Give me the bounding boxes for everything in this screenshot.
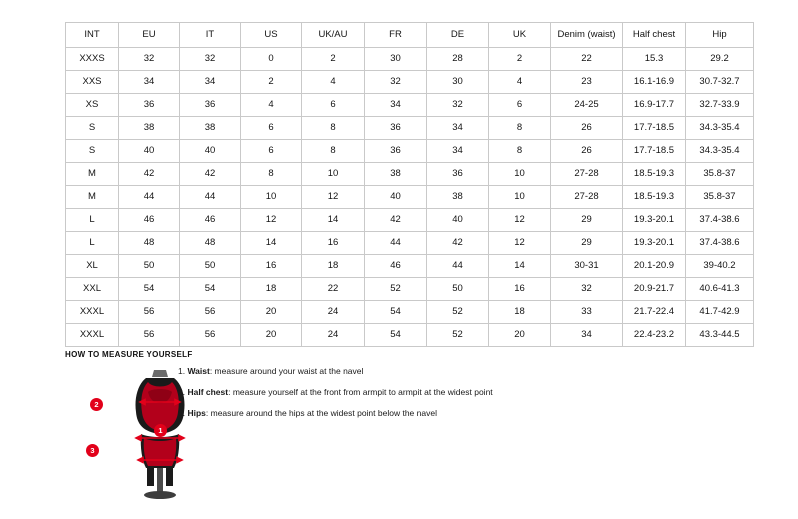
cell-hip: 32.7-33.9 [686, 94, 754, 117]
cell-int: XL [66, 255, 119, 278]
cell-uk-au: 14 [302, 209, 365, 232]
cell-us: 12 [241, 209, 302, 232]
cell-half-chest: 15.3 [623, 48, 686, 71]
cell-uk-au: 24 [302, 324, 365, 347]
step-term: Waist [187, 366, 210, 376]
cell-eu: 34 [119, 71, 180, 94]
table-row [66, 232, 754, 255]
cell-eu: 32 [119, 48, 180, 71]
cell-half-chest: 16.1-16.9 [623, 71, 686, 94]
cell-eu: 46 [119, 209, 180, 232]
cell-de: 32 [427, 94, 489, 117]
column-header-fr: FR [365, 23, 427, 48]
cell-us: 18 [241, 278, 302, 301]
cell-us: 2 [241, 71, 302, 94]
cell-uk-au: 8 [302, 117, 365, 140]
cell-uk-au: 24 [302, 301, 365, 324]
cell-it: 42 [180, 163, 241, 186]
cell-int: M [66, 163, 119, 186]
cell-hip: 37.4-38.6 [686, 209, 754, 232]
cell-hip: 40.6-41.3 [686, 278, 754, 301]
table-header-row [66, 23, 754, 48]
cell-denim-waist: 32 [551, 278, 623, 301]
cell-eu: 50 [119, 255, 180, 278]
cell-fr: 38 [365, 163, 427, 186]
cell-it: 48 [180, 232, 241, 255]
cell-int: XXL [66, 278, 119, 301]
cell-de: 44 [427, 255, 489, 278]
cell-fr: 44 [365, 232, 427, 255]
cell-hip: 39-40.2 [686, 255, 754, 278]
cell-hip: 35.8-37 [686, 163, 754, 186]
cell-uk-au: 12 [302, 186, 365, 209]
step-number: 1. [178, 366, 186, 376]
cell-fr: 52 [365, 278, 427, 301]
step-text: : measure yourself at the front from armpit to armpit at the widest point [228, 387, 493, 398]
cell-eu: 42 [119, 163, 180, 186]
cell-de: 28 [427, 48, 489, 71]
cell-hip: 43.3-44.5 [686, 324, 754, 347]
cell-denim-waist: 29 [551, 232, 623, 255]
cell-uk: 12 [489, 209, 551, 232]
cell-uk-au: 8 [302, 140, 365, 163]
cell-uk-au: 22 [302, 278, 365, 301]
cell-hip: 41.7-42.9 [686, 301, 754, 324]
cell-uk: 10 [489, 163, 551, 186]
measure-step-half-chest [178, 387, 598, 398]
cell-half-chest: 16.9-17.7 [623, 94, 686, 117]
cell-uk: 20 [489, 324, 551, 347]
cell-half-chest: 22.4-23.2 [623, 324, 686, 347]
cell-int: XS [66, 94, 119, 117]
cell-hip: 35.8-37 [686, 186, 754, 209]
measure-step-hips [178, 408, 598, 419]
cell-uk: 2 [489, 48, 551, 71]
table-row [66, 301, 754, 324]
cell-it: 38 [180, 117, 241, 140]
cell-half-chest: 17.7-18.5 [623, 140, 686, 163]
cell-half-chest: 20.9-21.7 [623, 278, 686, 301]
step-text: : measure around your waist at the navel [209, 366, 364, 376]
step-term: Hips [187, 408, 206, 419]
table-row [66, 278, 754, 301]
cell-de: 30 [427, 71, 489, 94]
cell-us: 4 [241, 94, 302, 117]
cell-denim-waist: 26 [551, 117, 623, 140]
cell-fr: 40 [365, 186, 427, 209]
cell-half-chest: 19.3-20.1 [623, 209, 686, 232]
cell-uk-au: 6 [302, 94, 365, 117]
column-header-int: INT [66, 23, 119, 48]
cell-uk: 14 [489, 255, 551, 278]
cell-uk: 4 [489, 71, 551, 94]
cell-fr: 46 [365, 255, 427, 278]
cell-hip: 37.4-38.6 [686, 232, 754, 255]
how-to-measure-title: HOW TO MEASURE YOURSELF [65, 350, 193, 359]
table-row [66, 140, 754, 163]
cell-de: 34 [427, 140, 489, 163]
cell-eu: 48 [119, 232, 180, 255]
size-chart-table [65, 22, 754, 347]
column-header-eu: EU [119, 23, 180, 48]
cell-de: 34 [427, 117, 489, 140]
column-header-half-chest: Half chest [623, 23, 686, 48]
cell-eu: 44 [119, 186, 180, 209]
cell-uk: 8 [489, 140, 551, 163]
cell-it: 36 [180, 94, 241, 117]
cell-it: 40 [180, 140, 241, 163]
cell-it: 54 [180, 278, 241, 301]
step-text: : measure around the hips at the widest point below the navel [205, 408, 437, 419]
cell-half-chest: 20.1-20.9 [623, 255, 686, 278]
column-header-denim-waist: Denim (waist) [551, 23, 623, 48]
cell-int: L [66, 209, 119, 232]
step-term: Half chest [187, 387, 229, 398]
cell-hip: 34.3-35.4 [686, 140, 754, 163]
cell-uk-au: 2 [302, 48, 365, 71]
badge-hips: 3 [86, 444, 99, 457]
cell-uk-au: 10 [302, 163, 365, 186]
cell-eu: 56 [119, 324, 180, 347]
cell-denim-waist: 29 [551, 209, 623, 232]
cell-denim-waist: 22 [551, 48, 623, 71]
cell-uk: 10 [489, 186, 551, 209]
cell-us: 8 [241, 163, 302, 186]
cell-half-chest: 17.7-18.5 [623, 117, 686, 140]
cell-de: 42 [427, 232, 489, 255]
cell-de: 40 [427, 209, 489, 232]
cell-us: 20 [241, 324, 302, 347]
cell-uk: 12 [489, 232, 551, 255]
table-row [66, 94, 754, 117]
cell-uk: 6 [489, 94, 551, 117]
cell-it: 34 [180, 71, 241, 94]
cell-de: 36 [427, 163, 489, 186]
cell-denim-waist: 34 [551, 324, 623, 347]
table-row [66, 324, 754, 347]
cell-int: XXS [66, 71, 119, 94]
cell-denim-waist: 33 [551, 301, 623, 324]
cell-uk: 18 [489, 301, 551, 324]
table-row [66, 71, 754, 94]
cell-uk-au: 18 [302, 255, 365, 278]
cell-fr: 42 [365, 209, 427, 232]
cell-denim-waist: 30-31 [551, 255, 623, 278]
measure-step-waist [178, 366, 598, 377]
cell-half-chest: 21.7-22.4 [623, 301, 686, 324]
cell-uk: 8 [489, 117, 551, 140]
cell-int: M [66, 186, 119, 209]
cell-us: 6 [241, 117, 302, 140]
table-row [66, 163, 754, 186]
cell-int: S [66, 140, 119, 163]
cell-eu: 38 [119, 117, 180, 140]
cell-int: XXXL [66, 324, 119, 347]
cell-it: 50 [180, 255, 241, 278]
step-number: 3. [178, 408, 186, 419]
cell-us: 10 [241, 186, 302, 209]
cell-fr: 54 [365, 301, 427, 324]
column-header-it: IT [180, 23, 241, 48]
column-header-us: US [241, 23, 302, 48]
table-header [66, 23, 754, 48]
cell-denim-waist: 26 [551, 140, 623, 163]
cell-hip: 30.7-32.7 [686, 71, 754, 94]
column-header-de: DE [427, 23, 489, 48]
cell-eu: 56 [119, 301, 180, 324]
cell-denim-waist: 27-28 [551, 163, 623, 186]
cell-us: 6 [241, 140, 302, 163]
cell-fr: 32 [365, 71, 427, 94]
cell-eu: 54 [119, 278, 180, 301]
column-header-uk-au: UK/AU [302, 23, 365, 48]
size-chart-table-container [65, 22, 740, 347]
cell-hip: 34.3-35.4 [686, 117, 754, 140]
cell-half-chest: 18.5-19.3 [623, 186, 686, 209]
cell-fr: 54 [365, 324, 427, 347]
cell-denim-waist: 24-25 [551, 94, 623, 117]
cell-de: 50 [427, 278, 489, 301]
cell-uk-au: 4 [302, 71, 365, 94]
cell-fr: 36 [365, 140, 427, 163]
cell-uk-au: 16 [302, 232, 365, 255]
cell-fr: 36 [365, 117, 427, 140]
cell-int: XXXL [66, 301, 119, 324]
cell-hip: 29.2 [686, 48, 754, 71]
step-number: 2. [178, 387, 186, 398]
cell-us: 20 [241, 301, 302, 324]
table-row [66, 117, 754, 140]
cell-de: 52 [427, 324, 489, 347]
cell-us: 16 [241, 255, 302, 278]
cell-us: 14 [241, 232, 302, 255]
cell-it: 56 [180, 324, 241, 347]
badge-waist: 1 [154, 424, 167, 437]
cell-denim-waist: 27-28 [551, 186, 623, 209]
table-row [66, 255, 754, 278]
table-row [66, 186, 754, 209]
cell-it: 32 [180, 48, 241, 71]
cell-de: 52 [427, 301, 489, 324]
badge-half-chest: 2 [90, 398, 103, 411]
cell-it: 46 [180, 209, 241, 232]
table-row [66, 48, 754, 71]
cell-it: 56 [180, 301, 241, 324]
cell-fr: 30 [365, 48, 427, 71]
cell-de: 38 [427, 186, 489, 209]
cell-us: 0 [241, 48, 302, 71]
column-header-hip: Hip [686, 23, 754, 48]
cell-half-chest: 18.5-19.3 [623, 163, 686, 186]
cell-denim-waist: 23 [551, 71, 623, 94]
cell-int: S [66, 117, 119, 140]
cell-int: L [66, 232, 119, 255]
measure-steps-list [178, 366, 598, 429]
table-body [66, 48, 754, 347]
cell-half-chest: 19.3-20.1 [623, 232, 686, 255]
table-row [66, 209, 754, 232]
cell-eu: 40 [119, 140, 180, 163]
cell-it: 44 [180, 186, 241, 209]
cell-eu: 36 [119, 94, 180, 117]
cell-uk: 16 [489, 278, 551, 301]
cell-int: XXXS [66, 48, 119, 71]
cell-fr: 34 [365, 94, 427, 117]
column-header-uk: UK [489, 23, 551, 48]
